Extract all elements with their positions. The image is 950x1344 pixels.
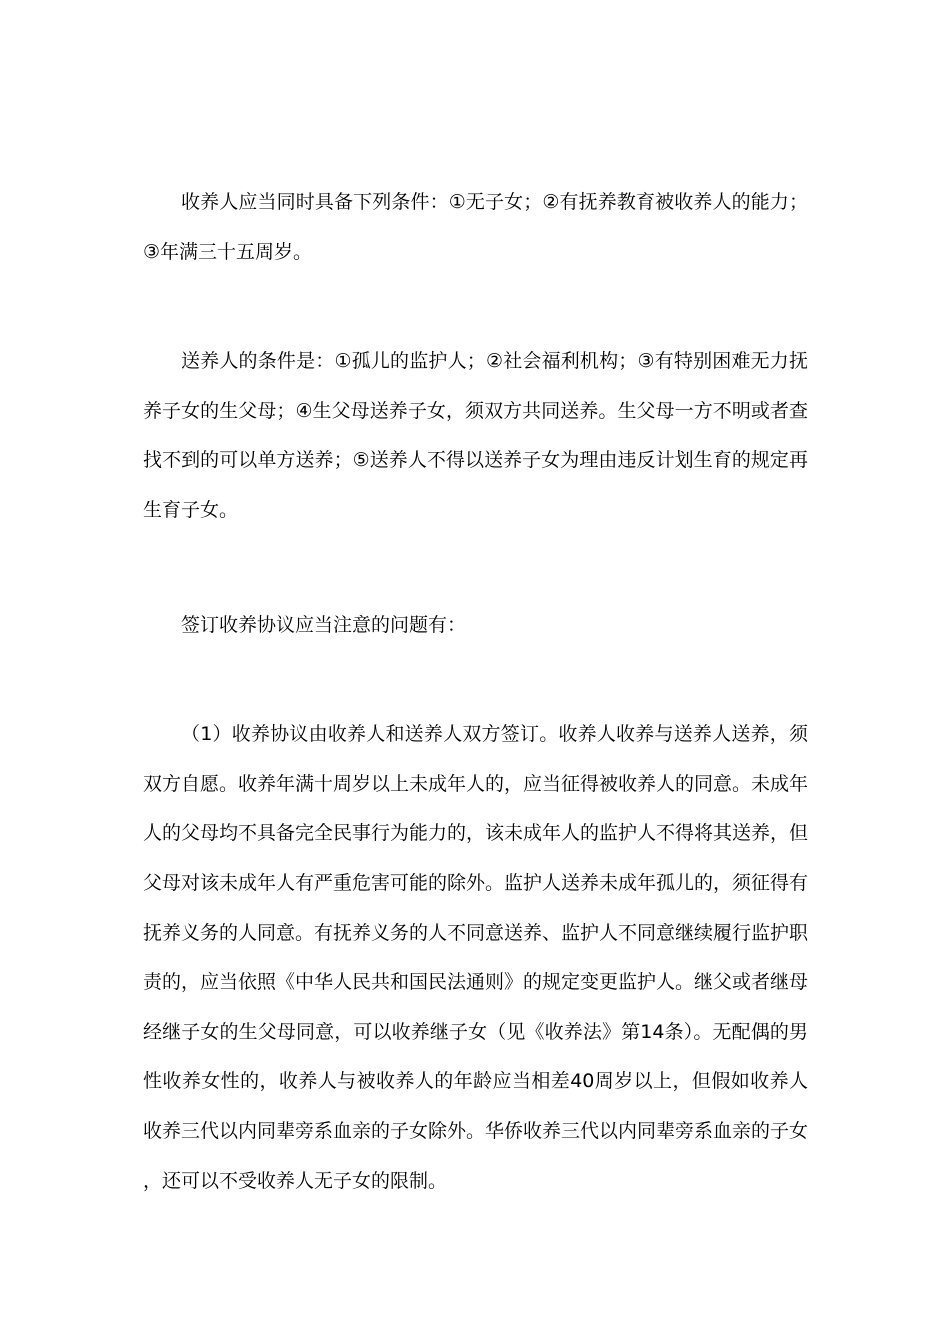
paragraph-spacer bbox=[143, 650, 808, 710]
paragraph-agreement-item-1: （1）收养协议由收养人和送养人双方签订。收养人收养与送养人送养，须双方自愿。收养年满十周岁以上未成年人的，应当征得被收养人的同意。未成年人的父母均不具备完全民事行为能力的，该未成年人的监护人不得将其送养，但父母对该未成年人有严重危害可能的除外。监护人送养未成年孤儿的，须征得有抚养义务的人同意。有抚养义务的人不同意送养、监护人不同意继续履行监护职责的，应当依照《中华人民共和国民法通则》的规定变更监护人。继父或者继母经继子女的生父母同意，可以收养继子女（见《收养法》第14条）。无配偶的男性收养女性的，收养人与被收养人的年龄应当相差40周岁以上，但假如收养人收养三代以内同辈旁系血亲的子女除外。华侨收养三代以内同辈旁系血亲的子女，还可以不受收养人无子女的限制。 bbox=[143, 723, 809, 1192]
paragraph-spacer bbox=[143, 277, 808, 337]
paragraph-spacer bbox=[143, 536, 808, 601]
paragraph-placer-conditions: 送养人的条件是：①孤儿的监护人；②社会福利机构；③有特别困难无力抚养子女的生父母；④生父母送养子女，须双方共同送养。生父母一方不明或者查找不到的可以单方送养；⑤送养人不得以送养子女为理由违反计划生育的规定再生育子女。 bbox=[143, 350, 808, 521]
paragraph-adopter-conditions: 收养人应当同时具备下列条件：①无子女；②有抚养教育被收养人的能力；③年满三十五周岁。 bbox=[143, 191, 808, 263]
paragraph-agreement-issues-heading: 签订收养协议应当注意的问题有： bbox=[181, 613, 467, 636]
document-body bbox=[143, 178, 808, 1206]
